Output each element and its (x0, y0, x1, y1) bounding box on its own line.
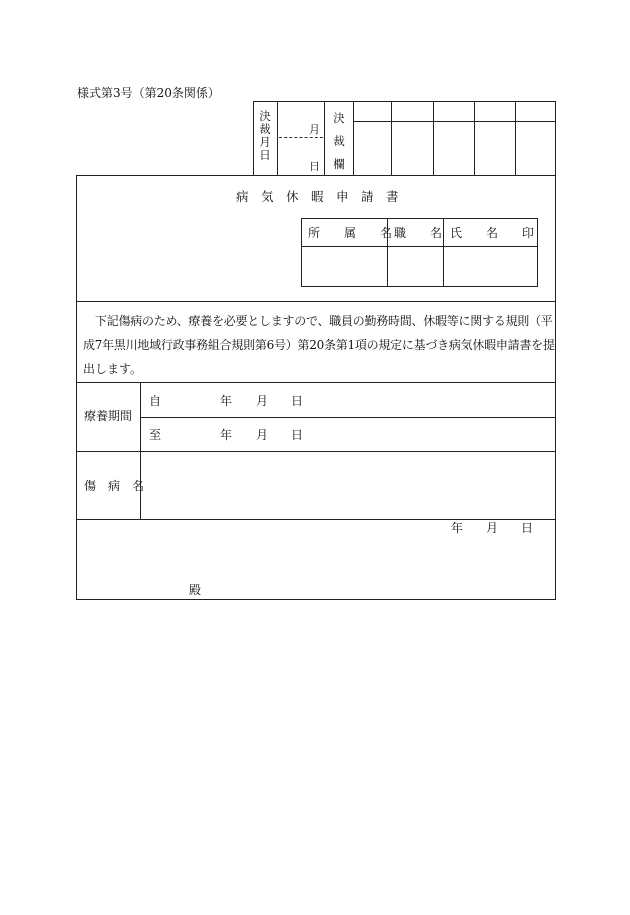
addressee-suffix: 殿 (189, 583, 202, 597)
affiliation-dept-header: 所 属 名 (308, 226, 393, 240)
period-to-label: 至 (149, 428, 162, 442)
form-title: 病 気 休 暇 申 請 書 (236, 189, 399, 204)
affiliation-name-cell[interactable] (444, 247, 537, 286)
period-from-label: 自 (149, 394, 162, 408)
date-month: 月 (486, 521, 499, 535)
affiliation-position-cell[interactable] (388, 247, 443, 286)
affiliation-name-header: 氏 名 印 (450, 226, 535, 240)
approval-column-label: 決 裁 欄 (333, 111, 345, 171)
approval-date-label: 決 裁 月 日 (259, 109, 271, 162)
period-to-month: 月 (256, 428, 269, 442)
affiliation-dept-cell[interactable] (302, 247, 387, 286)
body-text-line3: 出します。 (83, 362, 143, 376)
illness-label: 傷 病 名 (84, 479, 145, 493)
period-to-year: 年 (220, 428, 233, 442)
body-text-line2: 成7年黒川地域行政事務組合規則第6号）第20条第1項の規定に基づき病気休暇申請書を提 (83, 338, 555, 352)
period-from-day: 日 (291, 394, 304, 408)
period-label: 療養期間 (84, 409, 133, 423)
date-year: 年 (451, 521, 464, 535)
approval-month-label: 月 (309, 123, 320, 136)
period-to-day: 日 (291, 428, 304, 442)
affiliation-position-header: 職 名 (394, 226, 443, 240)
illness-input-area[interactable] (141, 452, 555, 519)
date-day: 日 (521, 521, 534, 535)
period-from-month: 月 (256, 394, 269, 408)
form-number-label: 様式第3号（第20条関係） (77, 86, 220, 100)
body-text-line1: 下記傷病のため、療養を必要としますので、職員の勤務時間、休暇等に関する規則（平 (95, 314, 553, 328)
period-from-year: 年 (220, 394, 233, 408)
approval-day-label: 日 (309, 160, 320, 173)
